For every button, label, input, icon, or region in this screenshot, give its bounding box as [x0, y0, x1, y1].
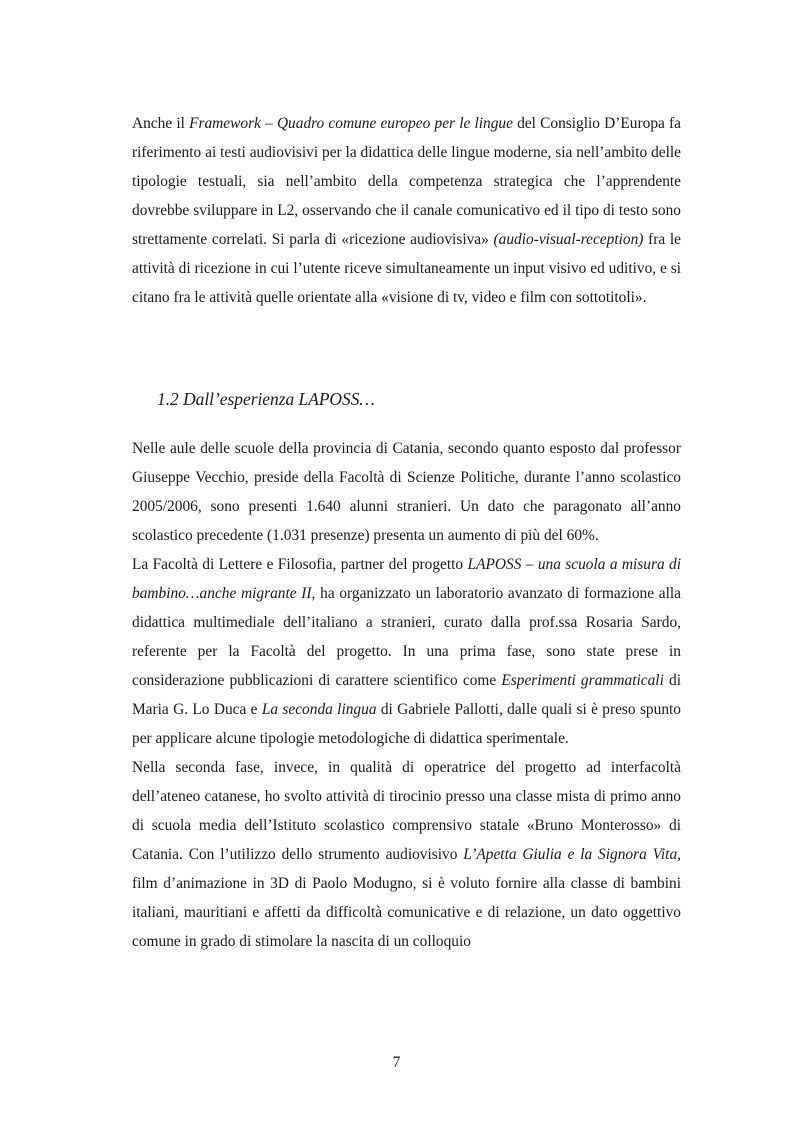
paragraph-framework: [132, 109, 681, 312]
text-run: di Gabriele Pallotti, dalle quali si è preso spunto per applicare alcune tipologie metodologiche di didattica sperimentale.: [132, 701, 681, 747]
paragraph-second-phase: [132, 753, 681, 956]
italic-project-title: LAPOSS – una scuola a misura di bambino…anche migrante II,: [132, 556, 682, 602]
paragraph-laboratory: [132, 550, 681, 753]
text-run: Anche il: [132, 115, 190, 132]
text-run: di Maria G. Lo Duca e: [132, 672, 682, 718]
paragraph-statistics: Nelle aule delle scuole della provincia di Catania, secondo quanto esposto dal professor Giuseppe Vecchio, preside della Facoltà di Scienze Politiche, durante l’anno scolastico 2005/2006, sono presenti 1.640 alunni stranieri. Un dato che paragonato all’anno scolastico precedente (1.031 presenze) presenta un aumento di più del 60%.: [132, 440, 681, 544]
text-run: La Facoltà di Lettere e Filosofia, partner del progetto: [132, 556, 468, 573]
section-heading: 1.2 Dall’esperienza LAPOSS…: [157, 389, 375, 409]
italic-book-title: Esperimenti grammaticali: [501, 672, 664, 689]
italic-title-framework: Framework – Quadro comune europeo per le lingue: [189, 115, 513, 132]
text-run: Nella seconda fase, invece, in qualità di operatrice del progetto ad interfacoltà dell’ateneo catanese, ho svolto attività di tirocinio presso una classe mista di primo anno di scuola media dell’Istituto scolastico comprensivo statale «Bruno Monterosso» di Catania. Con l’utilizzo dello strumento audiovisivo: [132, 759, 681, 863]
italic-term: (audio-visual-reception): [493, 231, 644, 248]
italic-film-title: L’Apetta Giulia e la Signora Vita: [463, 846, 678, 863]
text-run: , film d’animazione in 3D di Paolo Modugno, si è voluto fornire alla classe di bambini italiani, mauritiani e affetti da difficoltà comunicative e di relazione, un dato oggettivo comune in grado di stimolare la nascita di un colloquio: [132, 846, 681, 950]
section-body: [132, 434, 681, 956]
page-number: 7: [392, 1054, 401, 1071]
text-run: del Consiglio D’Europa fa riferimento ai testi audiovisivi per la didattica delle lingue moderne, sia nell’ambito delle tipologie testuali, sia nell’ambito della competenza strategica che l’apprendente dovrebbe sviluppare in L2, osservando che il canale comunicativo ed il tipo di testo sono strettamente correlati. Si parla di «ricezione audiovisiva»: [132, 115, 681, 248]
text-run: ha organizzato un laboratorio avanzato di formazione alla didattica multimediale dell’italiano a stranieri, curato dalla prof.ssa Rosaria Sardo, referente per la Facoltà del progetto. In una prima fase, sono state prese in considerazione pubblicazioni di carattere scientifico come: [132, 585, 681, 689]
text-run: fra le attività di ricezione in cui l’utente riceve simultaneamente un input visivo ed uditivo, e si citano fra le attività quelle orientate alla «visione di tv, video e film con sottotitoli».: [132, 231, 681, 306]
italic-book-title: La seconda lingua: [261, 701, 377, 718]
